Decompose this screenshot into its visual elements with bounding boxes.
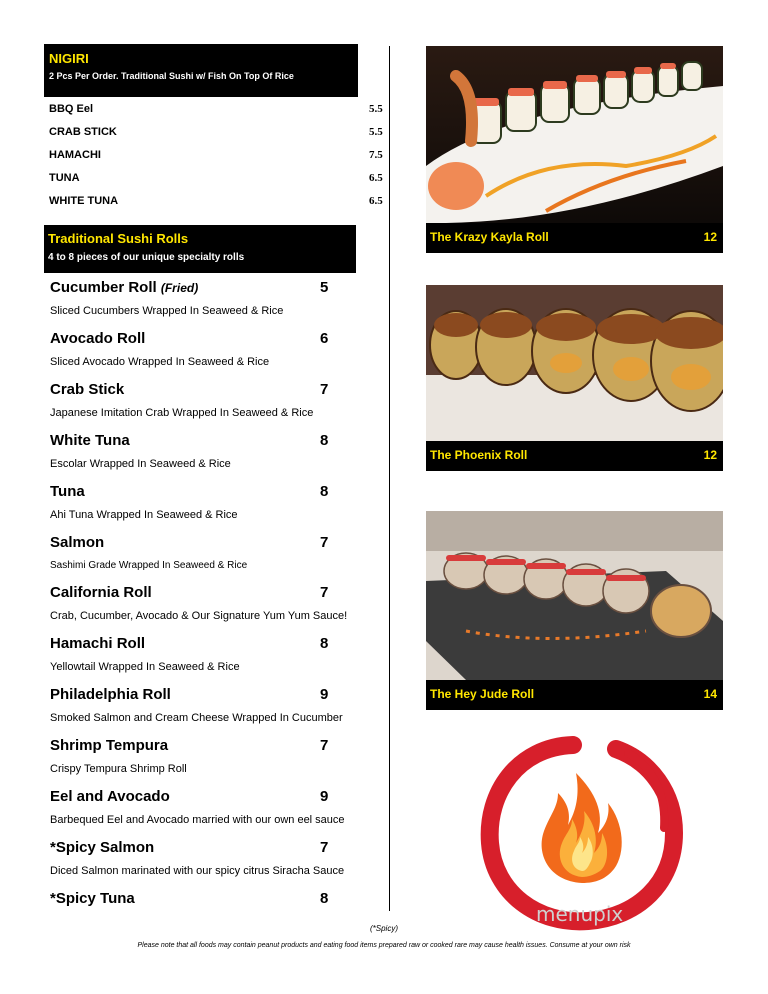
roll-item: Shrimp Tempura 7 Crispy Tempura Shrimp Roll — [50, 737, 329, 775]
roll-item: Avocado Roll 6 Sliced Avocado Wrapped In Seaweed & Rice — [50, 330, 329, 368]
special-roll-price: 14 — [703, 687, 717, 701]
column-divider — [389, 46, 390, 911]
nigiri-header — [44, 44, 358, 97]
roll-item: Hamachi Roll 8 Yellowtail Wrapped In Seaweed & Rice — [50, 635, 329, 673]
special-roll-name: The Krazy Kayla Roll — [430, 230, 549, 244]
roll-item: *Spicy Tuna 8 — [50, 890, 329, 907]
krazy-kayla-roll-photo — [426, 46, 723, 223]
roll-item: Tuna 8 Ahi Tuna Wrapped In Seaweed & Rice — [50, 483, 329, 521]
nigiri-subtitle: 2 Pcs Per Order. Traditional Sushi w/ Fish On Top Of Rice — [49, 71, 294, 81]
watermark-text: menupix — [536, 902, 624, 926]
nigiri-item: WHITE TUNA 6.5 — [49, 195, 383, 207]
special-roll-price: 12 — [703, 448, 717, 462]
nigiri-item: TUNA 6.5 — [49, 172, 383, 184]
nigiri-item: BBQ Eel 5.5 — [49, 103, 383, 115]
nigiri-item: HAMACHI 7.5 — [49, 149, 383, 161]
roll-item: Crab Stick 7 Japanese Imitation Crab Wrapped In Seaweed & Rice — [50, 381, 329, 419]
roll-item: Cucumber Roll (Fried) 5 Sliced Cucumbers Wrapped In Seaweed & Rice — [50, 279, 329, 317]
krazy-kayla-roll-caption — [426, 223, 723, 253]
traditional-rolls-header — [44, 225, 356, 273]
disclaimer: Please note that all foods may contain peanut products and eating food items prepared raw or cooked rare may cause health issues. Consume at your own risk — [137, 942, 631, 949]
roll-item: Philadelphia Roll 9 Smoked Salmon and Cream Cheese Wrapped In Cucumber — [50, 686, 343, 724]
roll-item: California Roll 7 Crab, Cucumber, Avocado & Our Signature Yum Yum Sauce! — [50, 584, 348, 622]
hey-jude-roll-photo — [426, 511, 723, 680]
roll-item: Eel and Avocado 9 Barbequed Eel and Avocado married with our own eel sauce — [50, 788, 345, 826]
traditional-rolls-subtitle: 4 to 8 pieces of our unique specialty rolls — [48, 252, 245, 263]
special-roll-price: 12 — [703, 230, 717, 244]
phoenix-roll-photo — [426, 285, 723, 441]
spicy-footnote: (*Spicy) — [369, 924, 398, 933]
hey-jude-roll-caption — [426, 680, 723, 710]
phoenix-roll-caption — [426, 441, 723, 471]
nigiri-title: NIGIRI — [49, 51, 89, 66]
roll-item: White Tuna 8 Escolar Wrapped In Seaweed & Rice — [50, 432, 329, 470]
special-roll-name: The Phoenix Roll — [430, 448, 528, 462]
roll-item: Salmon 7 Sashimi Grade Wrapped In Seaweed & Rice — [50, 534, 329, 571]
special-roll-name: The Hey Jude Roll — [430, 687, 535, 701]
restaurant-logo — [478, 733, 688, 933]
traditional-rolls-title: Traditional Sushi Rolls — [48, 231, 189, 246]
nigiri-item: CRAB STICK 5.5 — [49, 126, 383, 138]
roll-item: *Spicy Salmon 7 Diced Salmon marinated with our spicy citrus Siracha Sauce — [50, 839, 345, 877]
